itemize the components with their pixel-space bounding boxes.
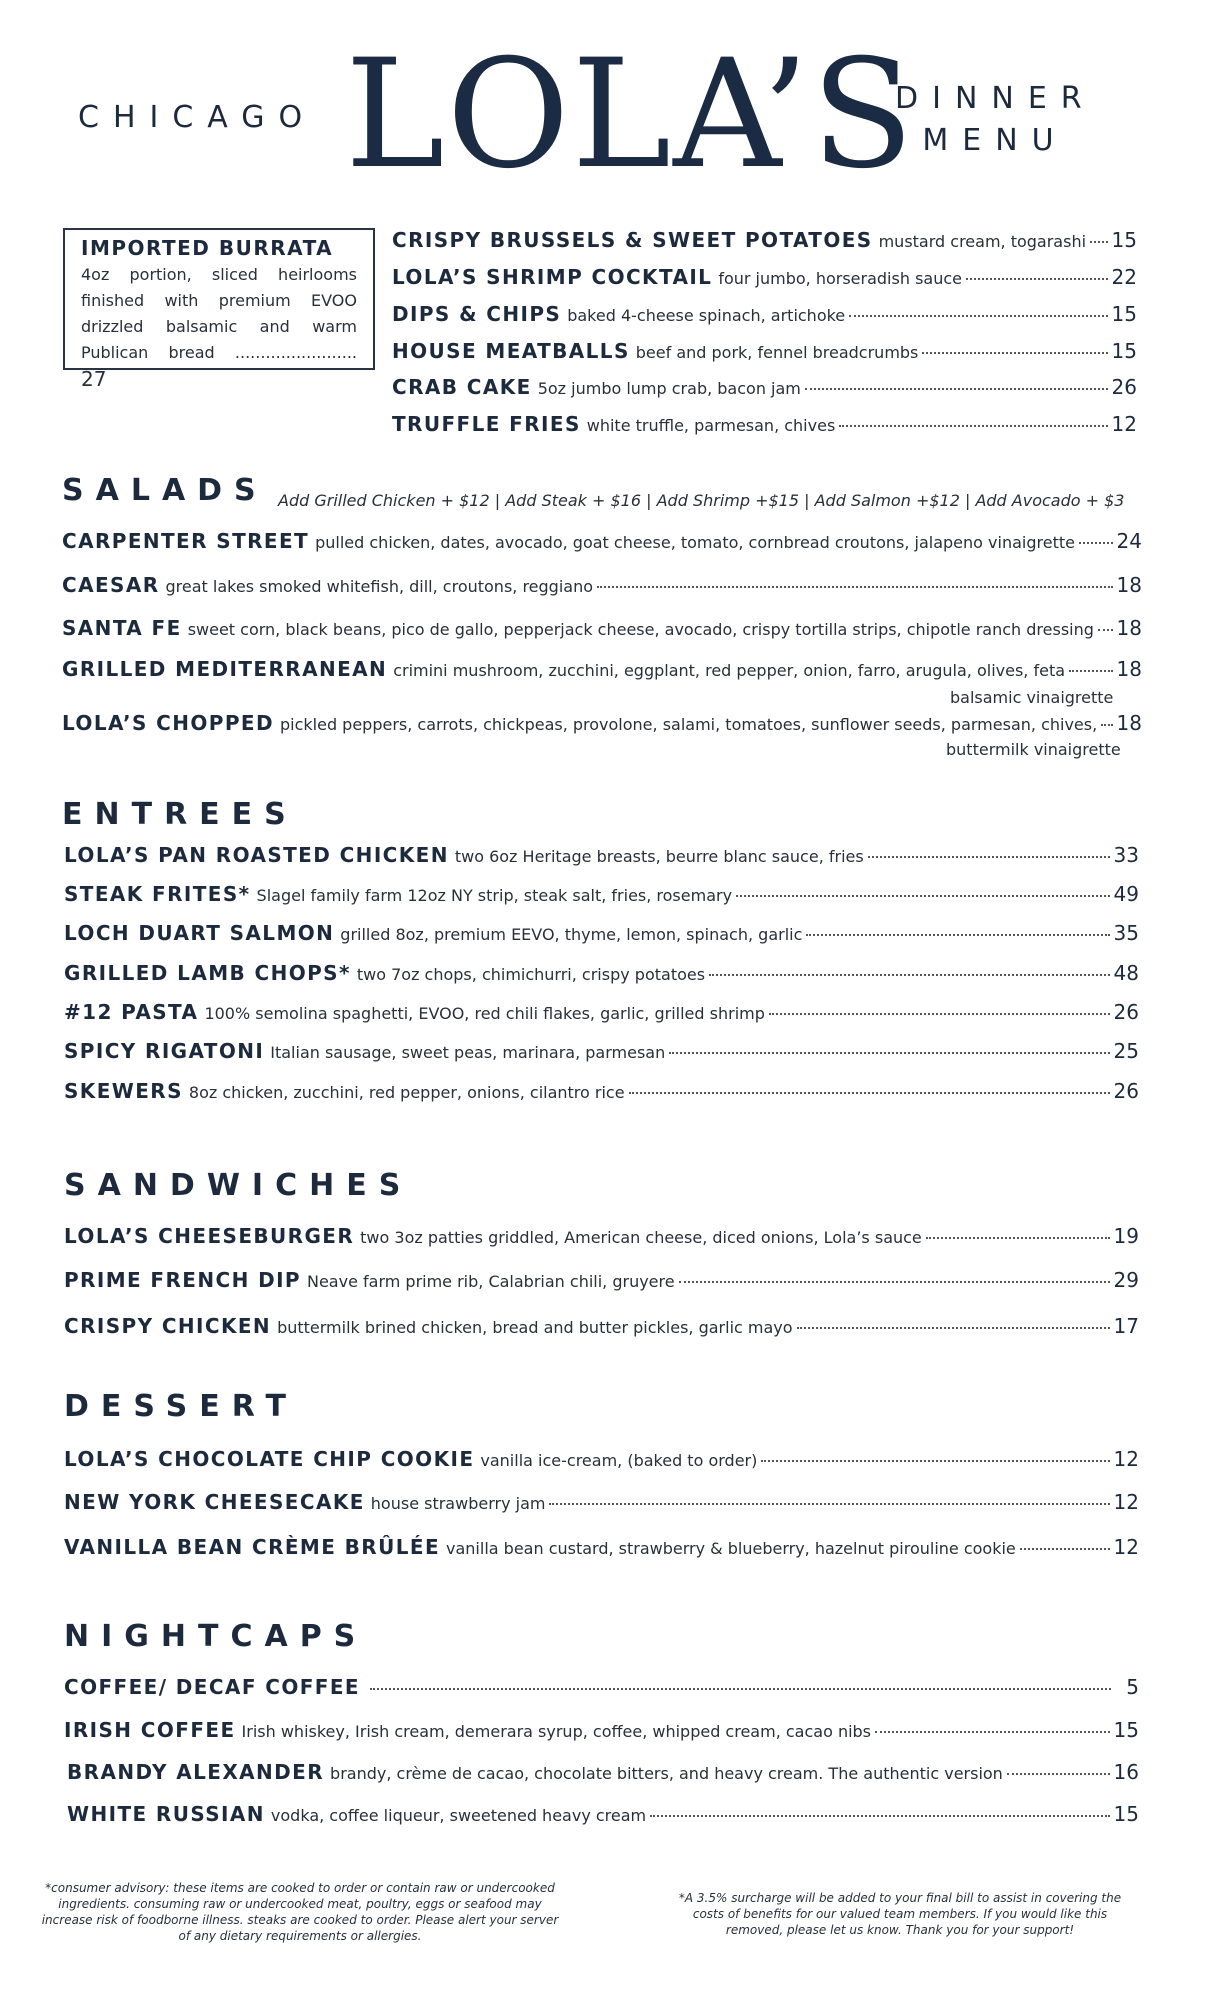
menu-item	[64, 882, 1139, 906]
item-name: #12 PASTA	[64, 1000, 199, 1024]
item-description: 8oz chicken, zucchini, red pepper, onions, cilantro rice	[188, 1083, 625, 1102]
item-description: Italian sausage, sweet peas, marinara, parmesan	[270, 1043, 666, 1062]
item-description: baked 4-cheese spinach, artichoke	[567, 306, 846, 325]
menu-item	[62, 529, 1142, 553]
item-price: 15	[1111, 302, 1137, 326]
dot-leader	[922, 352, 1107, 354]
menu-item	[64, 1535, 1139, 1559]
dot-leader	[1090, 241, 1108, 243]
item-description: two 6oz Heritage breasts, beurre blanc sauce, fries	[454, 847, 864, 866]
item-description: four jumbo, horseradish sauce	[718, 269, 962, 288]
item-name: CRAB CAKE	[392, 375, 532, 399]
item-description: pulled chicken, dates, avocado, goat cheese, tomato, cornbread croutons, jalapeno vinaigrette	[315, 533, 1075, 552]
menu-item	[64, 1224, 1139, 1248]
item-name: LOLA’S CHOCOLATE CHIP COOKIE	[64, 1447, 475, 1471]
menu-item	[64, 1000, 1139, 1024]
item-name: NEW YORK CHEESECAKE	[64, 1490, 365, 1514]
menu-item	[64, 1490, 1139, 1514]
section-title-salads: SALADS	[62, 473, 268, 508]
item-description: white truffle, parmesan, chives	[586, 416, 836, 435]
item-price: 12	[1113, 1490, 1139, 1514]
dot-leader	[797, 1327, 1110, 1329]
city-label: CHICAGO	[78, 100, 317, 135]
item-name: TRUFFLE FRIES	[392, 412, 581, 436]
menu-item	[62, 616, 1142, 640]
menu-item	[392, 302, 1137, 326]
item-price: 12	[1113, 1535, 1139, 1559]
dot-leader	[650, 1815, 1109, 1817]
menu-item	[64, 1447, 1139, 1471]
menu-item	[67, 1802, 1139, 1826]
item-price: 18	[1116, 657, 1142, 681]
menu-type-line1: DINNER	[895, 81, 1096, 116]
item-price: 15	[1111, 339, 1137, 363]
item-name: CARPENTER STREET	[62, 529, 310, 553]
dot-leader	[1007, 1773, 1110, 1775]
item-name: DIPS & CHIPS	[392, 302, 562, 326]
item-description-continued: buttermilk vinaigrette	[946, 740, 1121, 759]
menu-type-line2: MENU	[922, 123, 1068, 158]
menu-item	[64, 961, 1139, 985]
dot-leader	[1020, 1548, 1110, 1550]
dot-leader	[868, 856, 1110, 858]
dot-leader	[1098, 629, 1113, 631]
item-price: 18	[1116, 573, 1142, 597]
item-name: LOLA’S CHEESEBURGER	[64, 1224, 355, 1248]
item-name: STEAK FRITES*	[64, 882, 251, 906]
item-description: Irish whiskey, Irish cream, demerara syrup, coffee, whipped cream, cacao nibs	[241, 1722, 872, 1741]
dot-leader	[839, 425, 1107, 427]
item-description: brandy, crème de cacao, chocolate bitters, and heavy cream. The authentic version	[330, 1764, 1003, 1783]
dot-leader	[926, 1237, 1110, 1239]
item-price: 19	[1113, 1224, 1139, 1248]
item-description: vanilla bean custard, strawberry & blueberry, hazelnut pirouline cookie	[446, 1539, 1016, 1558]
item-price: 26	[1113, 1000, 1139, 1024]
item-description: grilled 8oz, premium EEVO, thyme, lemon, spinach, garlic	[340, 925, 803, 944]
menu-item	[62, 573, 1142, 597]
dot-leader	[669, 1052, 1109, 1054]
item-name: SPICY RIGATONI	[64, 1039, 265, 1063]
dot-leader	[1079, 542, 1113, 544]
item-price: 22	[1111, 265, 1137, 289]
menu-item	[64, 1314, 1139, 1338]
item-description: vanilla ice-cream, (baked to order)	[480, 1451, 758, 1470]
dot-leader	[736, 895, 1110, 897]
dot-leader	[966, 278, 1108, 280]
section-title-dessert: DESSERT	[64, 1389, 298, 1424]
item-name: COFFEE/ DECAF COFFEE	[64, 1675, 360, 1699]
featured-item-name: IMPORTED BURRATA	[81, 236, 334, 260]
menu-item	[392, 339, 1137, 363]
item-name: HOUSE MEATBALLS	[392, 339, 630, 363]
item-name: LOLA’S CHOPPED	[62, 711, 274, 735]
menu-item	[67, 1760, 1139, 1784]
item-description: Neave farm prime rib, Calabrian chili, gruyere	[306, 1272, 675, 1291]
dot-leader	[769, 1013, 1110, 1015]
section-title-nightcaps: NIGHTCAPS	[64, 1619, 368, 1654]
dot-leader	[1101, 724, 1112, 726]
item-price: 48	[1113, 961, 1139, 985]
menu-item	[392, 228, 1137, 252]
dot-leader	[549, 1503, 1109, 1505]
item-description: Slagel family farm 12oz NY strip, steak salt, fries, rosemary	[256, 886, 733, 905]
menu-type-label	[895, 78, 1095, 162]
item-price: 26	[1113, 1079, 1139, 1103]
item-description: vodka, coffee liqueur, sweetened heavy cream	[270, 1806, 647, 1825]
item-description-continued: balsamic vinaigrette	[950, 688, 1114, 707]
item-price: 15	[1111, 228, 1137, 252]
item-price: 33	[1113, 843, 1139, 867]
item-description: sweet corn, black beans, pico de gallo, pepperjack cheese, avocado, crispy tortilla strips, chipotle ranch dressing	[187, 620, 1094, 639]
item-description: great lakes smoked whitefish, dill, croutons, reggiano	[165, 577, 594, 596]
menu-item	[392, 375, 1137, 399]
section-title-sandwiches: SANDWICHES	[64, 1168, 413, 1203]
item-description: beef and pork, fennel breadcrumbs	[635, 343, 919, 362]
dot-leader	[875, 1731, 1110, 1733]
menu-item	[64, 843, 1139, 867]
item-description: house strawberry jam	[370, 1494, 546, 1513]
item-name: LOLA’S PAN ROASTED CHICKEN	[64, 843, 449, 867]
item-name: PRIME FRENCH DIP	[64, 1268, 301, 1292]
item-name: BRANDY ALEXANDER	[67, 1760, 325, 1784]
menu-item	[64, 1039, 1139, 1063]
item-price: 18	[1116, 711, 1142, 735]
menu-item	[64, 1268, 1139, 1292]
surcharge-notice: *A 3.5% surcharge will be added to your final bill to assist in covering the costs of benefits for our valued team members. If you would like this removed, please let us know. Thank you for your support!	[678, 1891, 1122, 1937]
item-price: 35	[1113, 921, 1139, 945]
dot-leader	[709, 974, 1109, 976]
dot-leader	[679, 1281, 1110, 1283]
item-price: 17	[1113, 1314, 1139, 1338]
dot-leader	[629, 1092, 1110, 1094]
item-name: CRISPY CHICKEN	[64, 1314, 272, 1338]
item-price: 5	[1126, 1675, 1139, 1699]
dot-leader	[761, 1460, 1109, 1462]
item-name: VANILLA BEAN CRÈME BRÛLÉE	[64, 1535, 441, 1559]
dot-leader	[806, 934, 1109, 936]
item-name: CAESAR	[62, 573, 160, 597]
item-price: 12	[1113, 1447, 1139, 1471]
restaurant-logo: LOLA’S	[345, 28, 916, 202]
item-name: LOLA’S SHRIMP COCKTAIL	[392, 265, 713, 289]
item-name: SANTA FE	[62, 616, 182, 640]
item-name: SKEWERS	[64, 1079, 183, 1103]
featured-item-desc-text: 4oz portion, sliced heirlooms finished with premium EVOO drizzled balsamic and warm Publican bread	[81, 265, 357, 362]
item-price: 12	[1111, 412, 1137, 436]
menu-item	[392, 412, 1137, 436]
item-price: 15	[1113, 1718, 1139, 1742]
featured-item-box	[63, 228, 375, 391]
menu-item	[64, 921, 1139, 945]
item-name: IRISH COFFEE	[64, 1718, 236, 1742]
item-description: pickled peppers, carrots, chickpeas, provolone, salami, tomatoes, sunflower seeds, parmesan, chives,	[279, 715, 1098, 734]
item-name: WHITE RUSSIAN	[67, 1802, 265, 1826]
menu-item	[64, 1079, 1139, 1103]
item-price: 16	[1113, 1760, 1139, 1784]
item-description: mustard cream, togarashi	[878, 232, 1087, 251]
salad-addons: Add Grilled Chicken + $12 | Add Steak + $16 | Add Shrimp +$15 | Add Salmon +$12 | Add Avocado + $3	[278, 491, 1125, 510]
featured-item-description: 4oz portion, sliced heirlooms finished with premium EVOO drizzled balsamic and warm Publican bread ........................ 27	[81, 265, 357, 391]
consumer-advisory: *consumer advisory: these items are cooked to order or contain raw or undercooked ingredients. consuming raw or undercooked meat, poultry, eggs or seafood may increase risk of foodborne illness. steaks are cooked to order. Please alert your server of any dietary requirements or allergies.	[41, 1881, 559, 1943]
menu-item	[62, 657, 1142, 681]
item-price: 26	[1111, 375, 1137, 399]
item-price: 24	[1116, 529, 1142, 553]
item-name: GRILLED MEDITERRANEAN	[62, 657, 388, 681]
item-price: 49	[1113, 882, 1139, 906]
dot-leader	[370, 1688, 1111, 1690]
item-name: CRISPY BRUSSELS & SWEET POTATOES	[392, 228, 873, 252]
item-price: 29	[1113, 1268, 1139, 1292]
dot-leader	[849, 315, 1107, 317]
menu-item	[64, 1718, 1139, 1742]
item-name: LOCH DUART SALMON	[64, 921, 335, 945]
item-name: GRILLED LAMB CHOPS*	[64, 961, 351, 985]
item-price: 25	[1113, 1039, 1139, 1063]
menu-item	[64, 1675, 1139, 1699]
item-price: 15	[1113, 1802, 1139, 1826]
item-description: 5oz jumbo lump crab, bacon jam	[537, 379, 801, 398]
item-description: two 3oz patties griddled, American cheese, diced onions, Lola’s sauce	[360, 1228, 922, 1247]
item-price: 18	[1116, 616, 1142, 640]
dot-leader	[597, 586, 1113, 588]
item-description: crimini mushroom, zucchini, eggplant, red pepper, onion, farro, arugula, olives, feta	[393, 661, 1066, 680]
menu-item	[62, 711, 1142, 735]
featured-item-price: 27	[81, 367, 107, 391]
item-description: two 7oz chops, chimichurri, crispy potatoes	[356, 965, 706, 984]
menu-item	[392, 265, 1137, 289]
item-description: buttermilk brined chicken, bread and butter pickles, garlic mayo	[277, 1318, 793, 1337]
section-title-entrees: ENTREES	[62, 797, 298, 832]
dot-leader	[1069, 670, 1113, 672]
item-description: 100% semolina spaghetti, EVOO, red chili flakes, garlic, grilled shrimp	[204, 1004, 765, 1023]
dot-leader	[805, 388, 1108, 390]
